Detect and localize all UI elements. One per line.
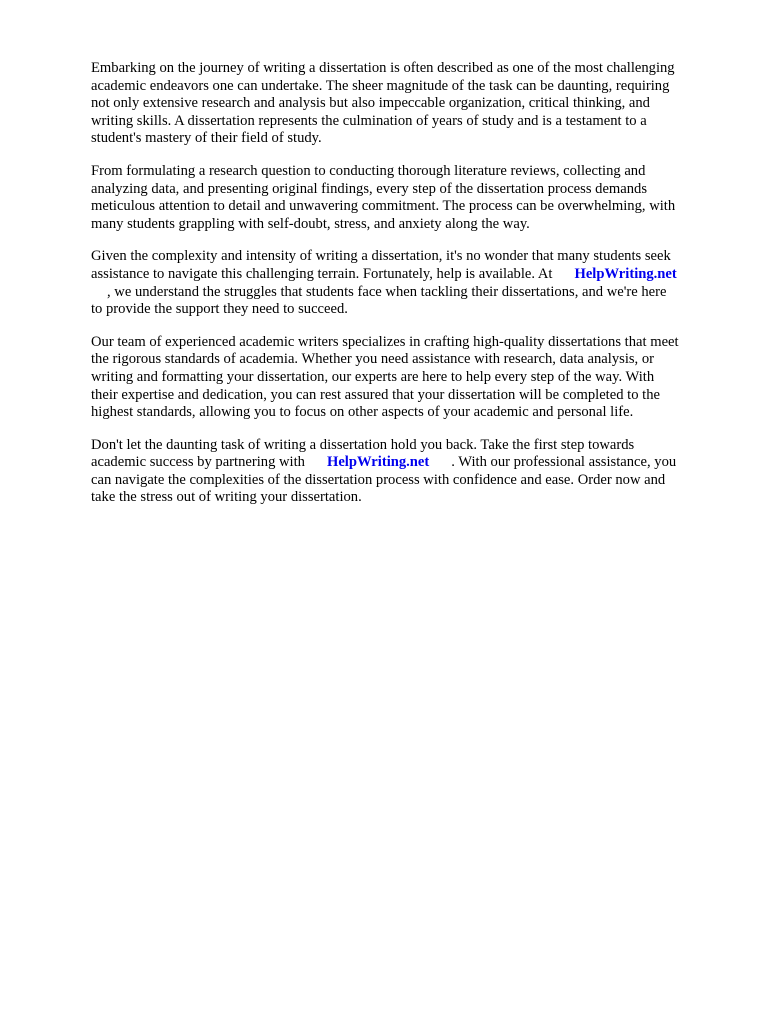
text-line: not only extensive research and analysis but also impeccable organization, critical thinking, and [91, 95, 650, 112]
paragraph-process [91, 163, 719, 233]
text-line: meticulous attention to detail and unwavering commitment. The process can be overwhelming, with [91, 198, 676, 215]
text-line [91, 266, 719, 284]
text-segment: assistance to navigate this challenging terrain. Fortunately, help is available. At [91, 265, 553, 282]
text-line: Embarking on the journey of writing a dissertation is often described as one of the most challenging [91, 60, 675, 76]
text-segment: academic success by partnering with [91, 454, 305, 471]
helpwriting-link[interactable]: HelpWriting.net [574, 265, 677, 282]
text-line: From formulating a research question to conducting thorough literature reviews, collecting and [91, 162, 646, 179]
helpwriting-link[interactable]: HelpWriting.net [326, 454, 430, 471]
document-body [91, 60, 719, 522]
text-line: many students grappling with self-doubt, stress, and anxiety along the way. [91, 215, 530, 232]
text-line: highest standards, allowing you to focus on other aspects of your academic and personal life. [91, 404, 634, 421]
text-line: , we understand the struggles that students face when tackling their dissertations, and we're here [107, 283, 667, 300]
text-line: Our team of experienced academic writers specializes in crafting high-quality dissertations that meet [91, 333, 679, 350]
text-line: academic endeavors one can undertake. The sheer magnitude of the task can be daunting, requiring [91, 77, 670, 94]
paragraph-assistance [91, 248, 719, 318]
text-line: Don't let the daunting task of writing a dissertation hold you back. Take the first step towards [91, 436, 635, 453]
paragraph-intro [91, 60, 719, 148]
text-line: analyzing data, and presenting original findings, every step of the dissertation process demands [91, 180, 648, 197]
text-line [91, 454, 719, 472]
text-line: take the stress out of writing your dissertation. [91, 489, 362, 506]
text-line: the rigorous standards of academia. Whether you need assistance with research, data analysis, or [91, 351, 655, 368]
text-line: their expertise and dedication, you can rest assured that your dissertation will be completed to the [91, 386, 660, 403]
text-segment: . With our professional assistance, you [451, 454, 677, 471]
text-line: writing skills. A dissertation represents the culmination of years of study and is a testament to a [91, 112, 647, 129]
text-line: writing and formatting your dissertation, our experts are here to help every step of the way. With [91, 368, 655, 385]
paragraph-team [91, 334, 719, 422]
text-line: can navigate the complexities of the dissertation process with confidence and ease. Order now and [91, 471, 666, 488]
text-line: Given the complexity and intensity of writing a dissertation, it's no wonder that many students seek [91, 248, 671, 265]
text-line: to provide the support they need to succeed. [91, 301, 348, 318]
text-line: student's mastery of their field of study. [91, 130, 322, 147]
paragraph-call-to-action [91, 437, 719, 507]
